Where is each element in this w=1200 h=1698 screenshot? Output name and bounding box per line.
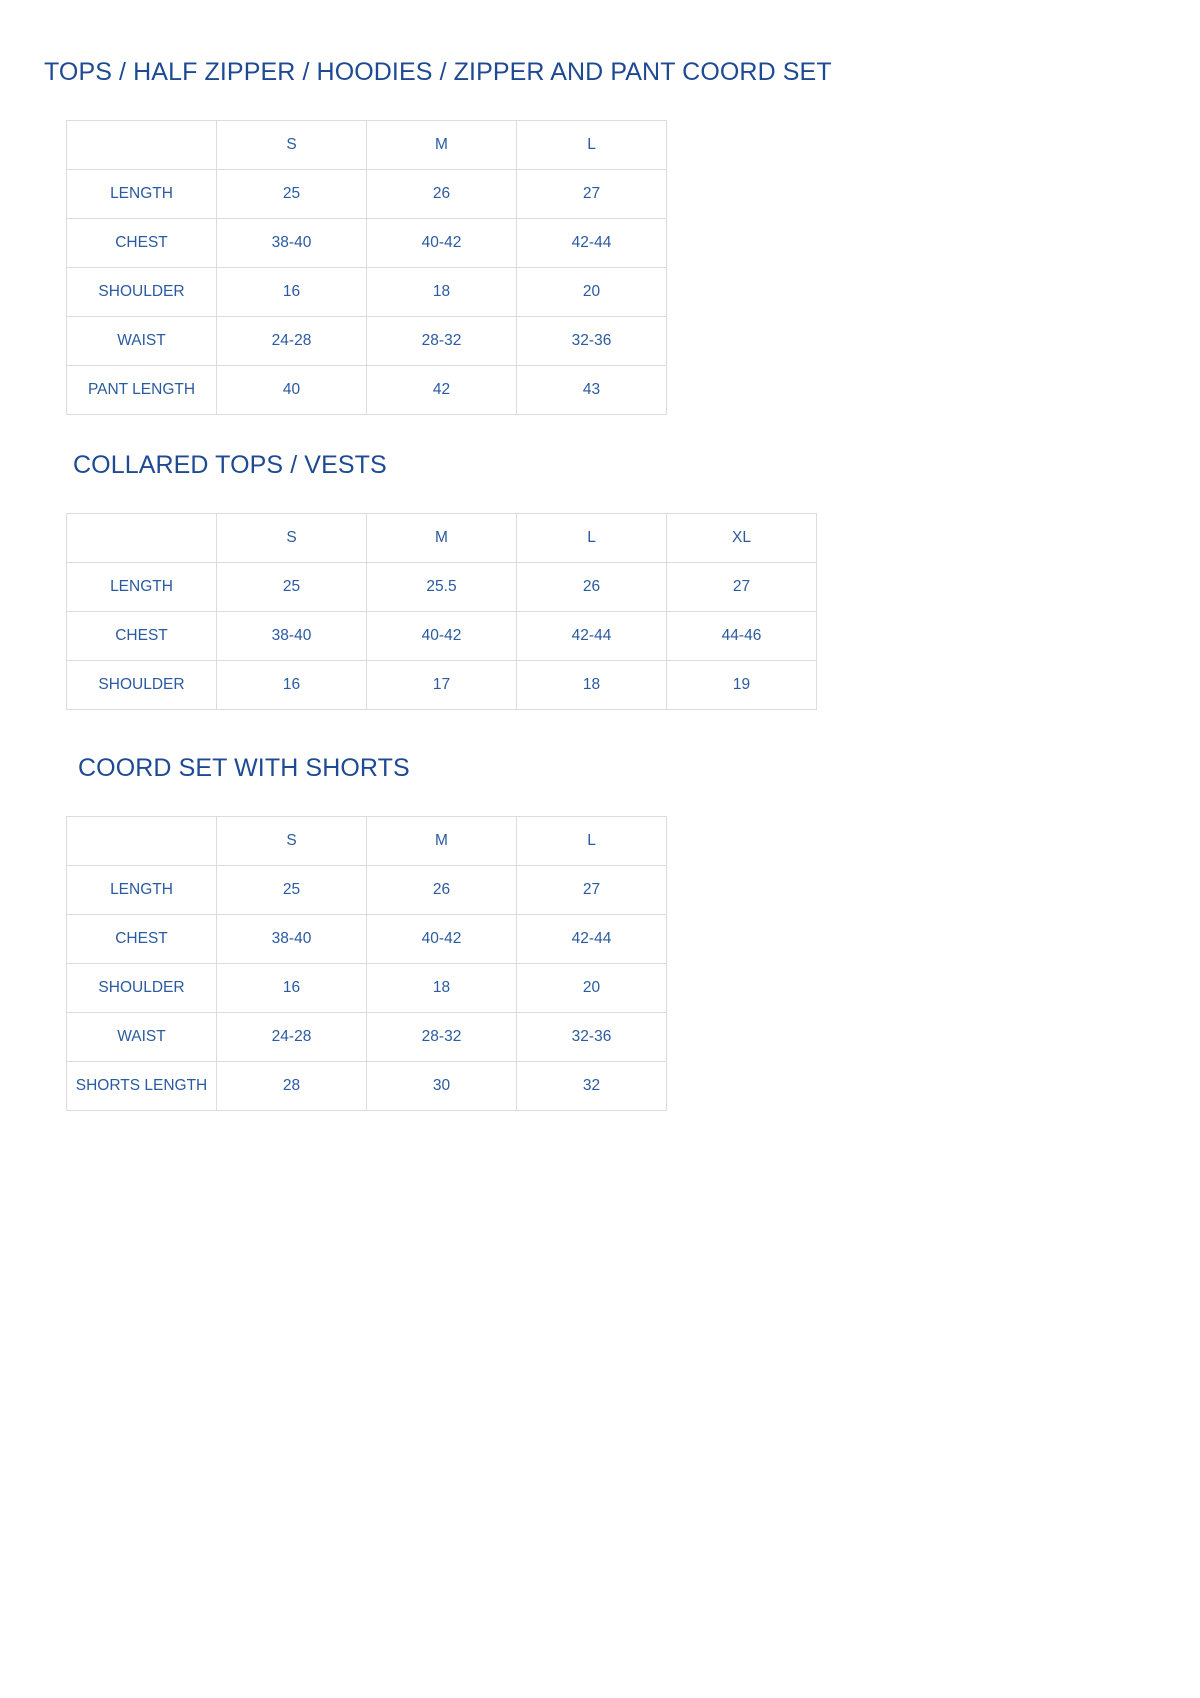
measurement-value-cell: 26 [517,563,667,612]
measurement-label-cell: SHORTS LENGTH [67,1062,217,1111]
measurement-value-cell: 17 [367,661,517,710]
table-row [67,915,667,964]
measurement-value-cell: 18 [517,661,667,710]
table-row [67,170,667,219]
measurement-value-cell: 26 [367,866,517,915]
measurement-value-cell: 25 [217,866,367,915]
size-header-cell: L [517,817,667,866]
measurement-label-cell: CHEST [67,915,217,964]
measurement-value-cell: 42-44 [517,219,667,268]
table-row [67,1062,667,1111]
measurement-value-cell: 18 [367,268,517,317]
measurement-value-cell: 32-36 [517,1013,667,1062]
measurement-value-cell: 40-42 [367,915,517,964]
measurement-value-cell: 30 [367,1062,517,1111]
size-header-cell: S [217,817,367,866]
size-header-cell: L [517,121,667,170]
measurement-label-cell: LENGTH [67,563,217,612]
measurement-label-cell: SHOULDER [67,964,217,1013]
measurement-value-cell: 40-42 [367,612,517,661]
table-row [67,317,667,366]
measurement-label-cell: SHOULDER [67,268,217,317]
measurement-value-cell: 16 [217,661,367,710]
size-header-cell: M [367,817,517,866]
table-row [67,612,817,661]
measurement-value-cell: 16 [217,964,367,1013]
table-row [67,661,817,710]
measurement-value-cell: 38-40 [217,219,367,268]
measurement-value-cell: 32-36 [517,317,667,366]
measurement-value-cell: 28 [217,1062,367,1111]
measurement-value-cell: 19 [667,661,817,710]
table-row [67,219,667,268]
measurement-value-cell: 24-28 [217,317,367,366]
measurement-value-cell: 27 [517,866,667,915]
measurement-value-cell: 38-40 [217,915,367,964]
measurement-value-cell: 24-28 [217,1013,367,1062]
measurement-value-cell: 40-42 [367,219,517,268]
size-chart-coord-set-shorts [66,816,667,1111]
measurement-value-cell: 25.5 [367,563,517,612]
measurement-value-cell: 32 [517,1062,667,1111]
measurement-value-cell: 18 [367,964,517,1013]
measurement-label-cell: CHEST [67,612,217,661]
corner-cell [67,121,217,170]
size-header-row [67,514,817,563]
measurement-value-cell: 27 [667,563,817,612]
measurement-label-cell: SHOULDER [67,661,217,710]
table-row [67,1013,667,1062]
measurement-value-cell: 42 [367,366,517,415]
size-header-row [67,817,667,866]
measurement-value-cell: 20 [517,268,667,317]
measurement-label-cell: WAIST [67,1013,217,1062]
measurement-label-cell: PANT LENGTH [67,366,217,415]
measurement-value-cell: 43 [517,366,667,415]
size-header-cell: M [367,121,517,170]
size-header-cell: XL [667,514,817,563]
size-chart-tops-hoodies [66,120,667,415]
section-title-collared-tops-vests: COLLARED TOPS / VESTS [73,451,387,479]
section-title-coord-set-shorts: COORD SET WITH SHORTS [78,754,410,782]
measurement-value-cell: 26 [367,170,517,219]
corner-cell [67,514,217,563]
measurement-value-cell: 20 [517,964,667,1013]
table-row [67,366,667,415]
measurement-value-cell: 42-44 [517,612,667,661]
measurement-label-cell: WAIST [67,317,217,366]
corner-cell [67,817,217,866]
measurement-label-cell: LENGTH [67,866,217,915]
size-header-cell: M [367,514,517,563]
table-row [67,563,817,612]
size-header-cell: L [517,514,667,563]
measurement-value-cell: 38-40 [217,612,367,661]
measurement-value-cell: 25 [217,563,367,612]
size-header-row [67,121,667,170]
measurement-value-cell: 28-32 [367,1013,517,1062]
size-header-cell: S [217,121,367,170]
size-chart-collared-tops-vests [66,513,817,710]
table-row [67,866,667,915]
table-row [67,268,667,317]
section-title-tops-hoodies: TOPS / HALF ZIPPER / HOODIES / ZIPPER AND PANT COORD SET [44,58,832,86]
measurement-value-cell: 27 [517,170,667,219]
measurement-value-cell: 28-32 [367,317,517,366]
measurement-value-cell: 16 [217,268,367,317]
measurement-value-cell: 40 [217,366,367,415]
measurement-label-cell: CHEST [67,219,217,268]
measurement-value-cell: 25 [217,170,367,219]
size-header-cell: S [217,514,367,563]
measurement-label-cell: LENGTH [67,170,217,219]
table-row [67,964,667,1013]
measurement-value-cell: 42-44 [517,915,667,964]
measurement-value-cell: 44-46 [667,612,817,661]
